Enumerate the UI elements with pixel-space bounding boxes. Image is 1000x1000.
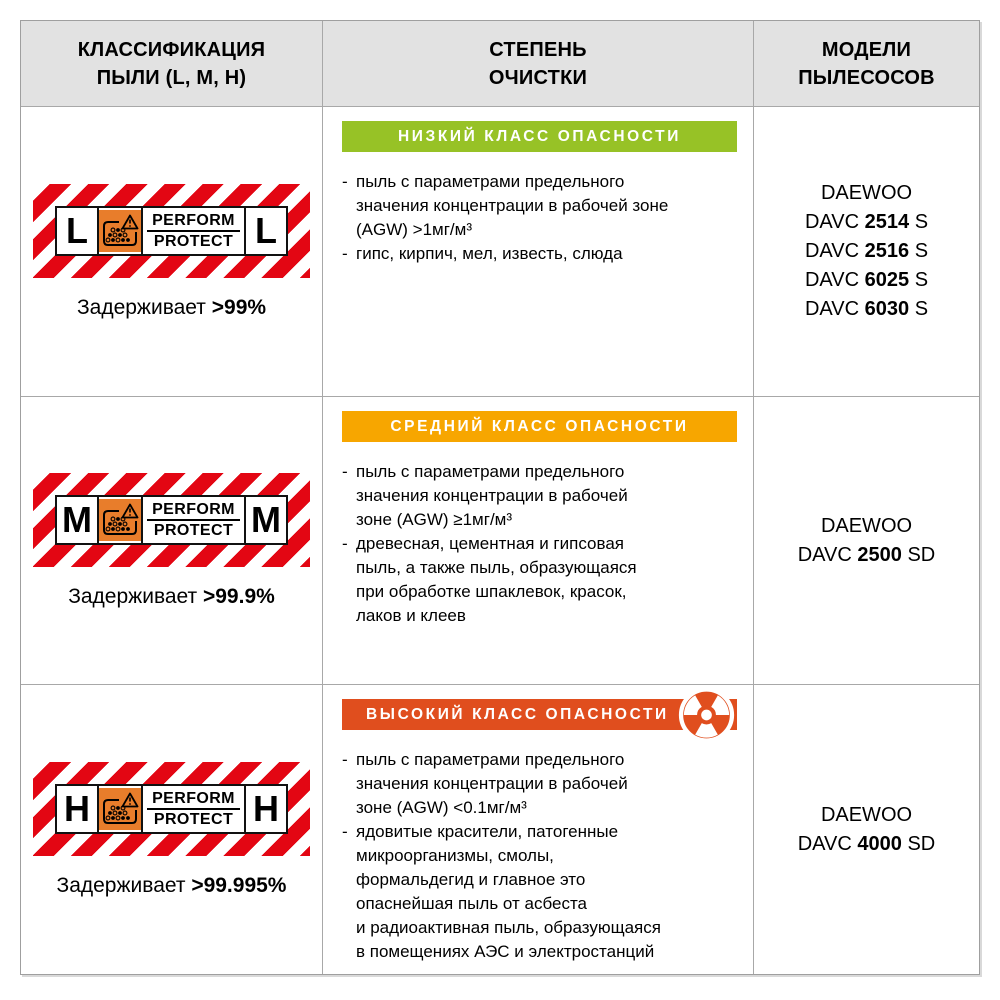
hazard-bullets xyxy=(342,170,737,266)
dust-class-badge-L xyxy=(33,184,310,278)
hazard-cell-low xyxy=(323,107,754,397)
bullet-item: - пыль с параметрами предельного значения концентрации в рабочей зоне (AGW) >1мг/м³ xyxy=(342,170,737,242)
class-letter-left: M xyxy=(57,497,99,543)
dust-warning-icon xyxy=(99,208,143,254)
dust-warning-icon xyxy=(99,497,143,543)
class-cell-M xyxy=(21,397,323,685)
header-cleaning-degree: СТЕПЕНЬ ОЧИСТКИ xyxy=(323,21,754,107)
retention-value: >99% xyxy=(211,295,267,319)
perform-label: PERFORM xyxy=(147,500,240,521)
bullet-item: - ядовитые красители, патогенные микроорганизмы, смолы, формальдегид и главное это опаснейшая пыль от асбеста и радиоактивная пыль, образующаяся в помещениях АЭС и электростанций xyxy=(342,820,737,964)
bullet-item: - пыль с параметрами предельного значения концентрации в рабочей зоне (AGW) ≥1мг/м³ xyxy=(342,460,737,532)
model-name: DAVC 6030 S xyxy=(804,298,929,320)
hazard-bullets xyxy=(342,748,737,964)
class-letter-left: L xyxy=(57,208,99,254)
retention-caption: Задерживает >99.9% xyxy=(68,584,275,608)
perform-protect-label xyxy=(143,208,246,254)
model-name: DAVC 2500 SD xyxy=(797,543,936,566)
perform-protect-label xyxy=(143,786,246,832)
brand-name: DAEWOO xyxy=(820,182,913,204)
model-name: DAVC 4000 SD xyxy=(797,832,936,855)
hazard-banner-low: НИЗКИЙ КЛАСС ОПАСНОСТИ xyxy=(342,121,737,152)
model-name: DAVC 2516 S xyxy=(804,240,929,262)
radiation-icon xyxy=(678,686,735,743)
model-name: DAVC 6025 S xyxy=(804,269,929,291)
model-name: DAVC 2514 S xyxy=(804,211,929,233)
perform-protect-label xyxy=(143,497,246,543)
dust-class-badge-M xyxy=(33,473,310,567)
retention-value: >99.9% xyxy=(202,584,275,608)
header-vacuum-models: МОДЕЛИ ПЫЛЕСОСОВ xyxy=(754,21,979,107)
retention-caption: Задерживает >99% xyxy=(76,295,267,319)
models-cell-H xyxy=(754,685,979,974)
retention-caption: Задерживает >99.995% xyxy=(56,873,287,897)
dust-warning-icon xyxy=(99,786,143,832)
perform-label: PERFORM xyxy=(147,789,240,810)
models-cell-L xyxy=(754,107,979,397)
header-dust-classification: КЛАССИФИКАЦИЯ ПЫЛИ (L, M, H) xyxy=(21,21,323,107)
hazard-banner-mid: СРЕДНИЙ КЛАСС ОПАСНОСТИ xyxy=(342,411,737,442)
class-letter-left: H xyxy=(57,786,99,832)
bullet-item: - гипс, кирпич, мел, известь, слюда xyxy=(342,242,737,266)
hazard-banner-high: ВЫСОКИЙ КЛАСС ОПАСНОСТИ xyxy=(342,699,737,730)
retention-value: >99.995% xyxy=(191,873,287,897)
class-letter-right: L xyxy=(255,209,277,251)
protect-label: PROTECT xyxy=(153,810,234,828)
brand-name: DAEWOO xyxy=(820,803,913,826)
dust-class-badge-H xyxy=(33,762,310,856)
dust-class-table xyxy=(20,20,980,975)
hazard-bullets xyxy=(342,460,737,628)
hazard-cell-high xyxy=(323,685,754,974)
class-cell-H xyxy=(21,685,323,974)
perform-label: PERFORM xyxy=(147,211,240,232)
models-cell-M xyxy=(754,397,979,685)
bullet-item: - древесная, цементная и гипсовая пыль, а также пыль, образующаяся при обработке шпаклевок, красок, лаков и клеев xyxy=(342,532,737,628)
protect-label: PROTECT xyxy=(153,232,234,250)
bullet-item: - пыль с параметрами предельного значения концентрации в рабочей зоне (AGW) <0.1мг/м³ xyxy=(342,748,737,820)
class-letter-right: H xyxy=(253,787,279,829)
class-cell-L xyxy=(21,107,323,397)
protect-label: PROTECT xyxy=(153,521,234,539)
brand-name: DAEWOO xyxy=(820,514,913,537)
class-letter-right: M xyxy=(251,498,281,540)
hazard-cell-mid xyxy=(323,397,754,685)
